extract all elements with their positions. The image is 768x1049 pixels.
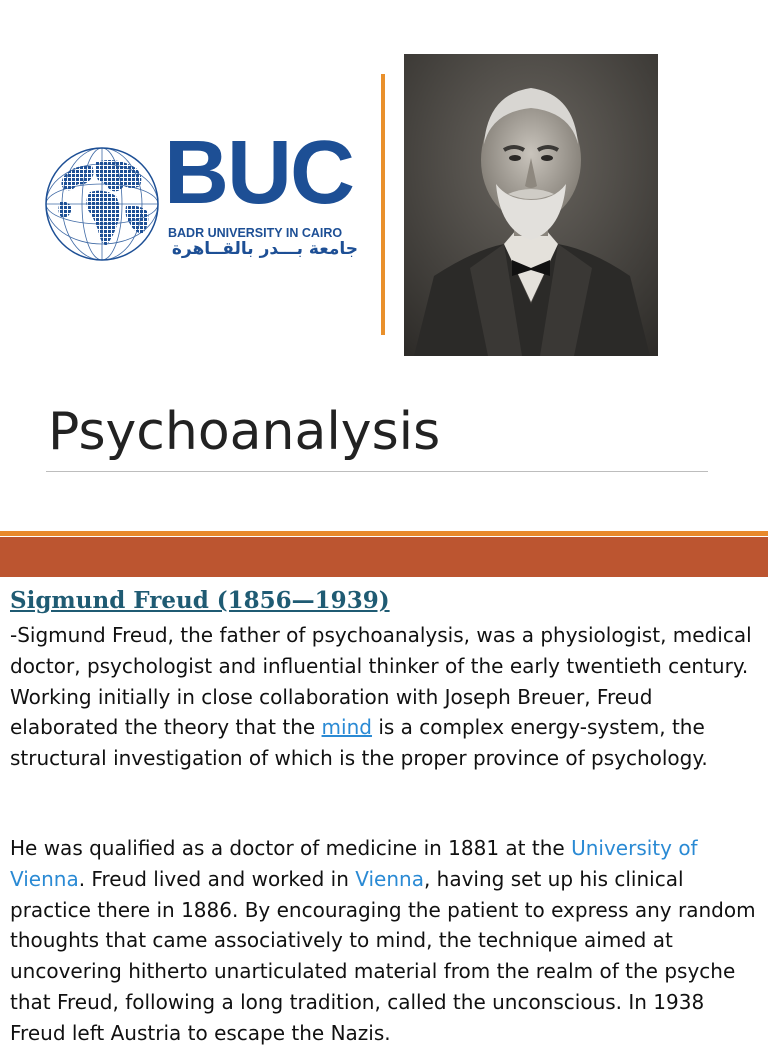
logo-letters: BUC: [164, 123, 353, 223]
portrait-photo: [404, 54, 658, 356]
logo-arabic-name: جامعة بـــدر بالقــاهرة: [171, 239, 358, 259]
globe-icon: [44, 146, 160, 262]
paragraph-text: , having set up his clinical practice there in 1886. By encouraging the patient to express any random thoughts that came associatively to mind, the technique aimed at uncovering hitherto unarticulated material from the realm of the psyche that Freud, following a long tradition, called the unconscious. In 1938 Freud left Austria to escape the Nazis.: [10, 866, 756, 1045]
article-heading[interactable]: Sigmund Freud (1856—1939): [10, 587, 390, 614]
slide-title: Psychoanalysis: [48, 402, 441, 462]
university-logo: [44, 123, 364, 270]
accent-stripe: [0, 531, 768, 536]
paragraph-intro: [10, 620, 758, 774]
paragraph-text: . Freud lived and worked in: [78, 866, 356, 891]
vienna-link[interactable]: Vienna: [355, 866, 424, 891]
paragraph-biography: [10, 833, 758, 1049]
paragraph-text: He was qualified as a doctor of medicine in 1881 at the: [10, 836, 572, 860]
logo-english-name: BADR UNIVERSITY IN CAIRO: [168, 226, 343, 240]
vertical-divider: [381, 74, 385, 335]
university-of-vienna-link[interactable]: University of Vienna: [10, 836, 698, 891]
mind-link[interactable]: mind: [321, 715, 372, 740]
section-band: [0, 537, 768, 577]
paragraph-text: is a complex energy-system, the structural investigation of which is the proper province of psychology.: [10, 715, 708, 771]
paragraph-text: -Sigmund Freud, the father of psychoanalysis, was a physiologist, medical doctor, psychologist and influential thinker of the early twentieth century. Working initially in close collaboration with Joseph Breuer, Freud elaborated the theory that the: [10, 623, 752, 740]
title-underline: [46, 471, 708, 472]
